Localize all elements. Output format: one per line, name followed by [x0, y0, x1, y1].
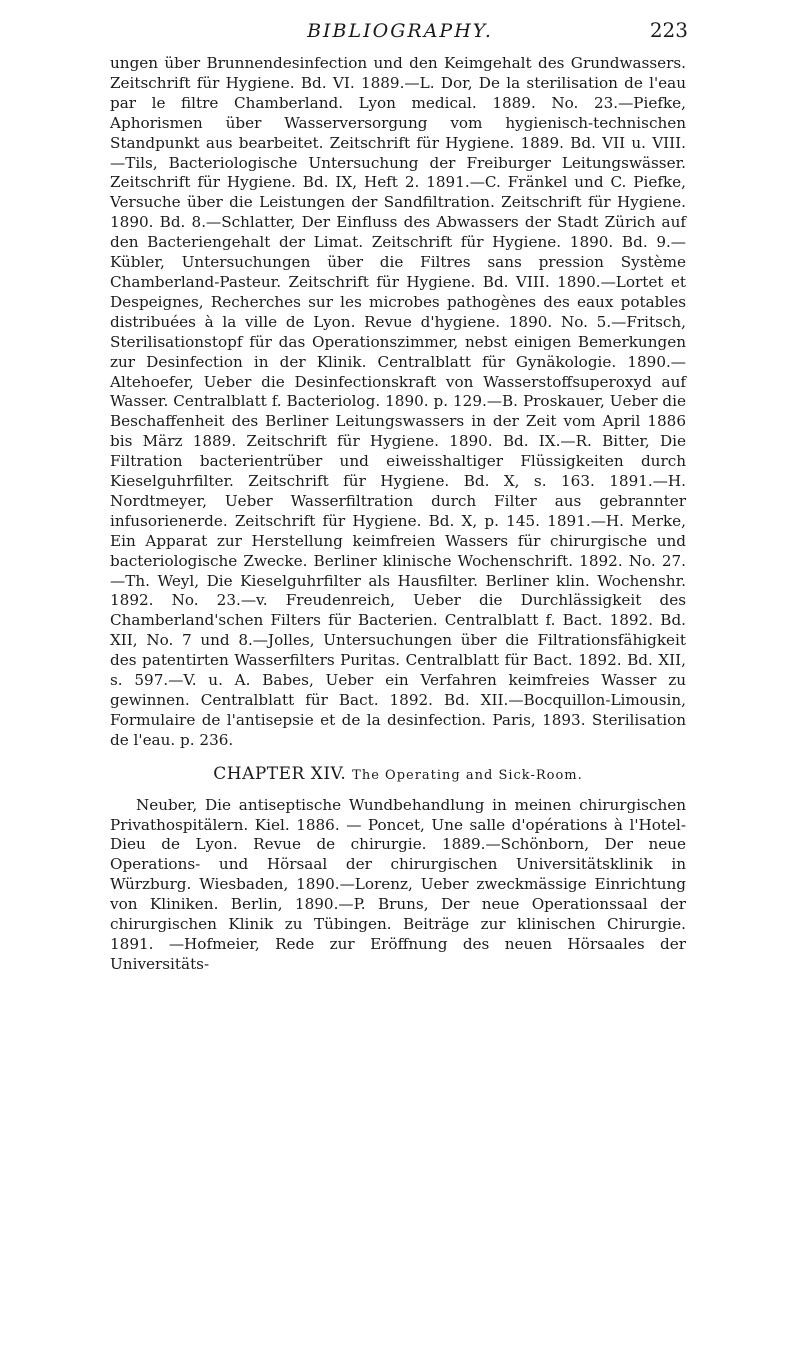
body-text — [110, 54, 686, 975]
bibliography-paragraph-1: ungen über Brunnendesinfection und den Keimgehalt des Grundwassers. Zeitschrift für Hygiene. Bd. VI. 1889.—L. Dor, De la sterilisation de l'eau par le filtre Chamberland. Lyon medical. 1889. No. 23.—Piefke, Aphorismen über Wasserversorgung vom hygienisch-technischen Standpunkt aus bearbeitet. Zeitschrift für Hygiene. 1889. Bd. VII u. VIII.—Tils, Bacteriologische Untersuchung der Freiburger Leitungswässer. Zeitschrift für Hygiene. Bd. IX, Heft 2. 1891.—C. Fränkel und C. Piefke, Versuche über die Leistungen der Sandfiltration. Zeitschrift für Hygiene. 1890. Bd. 8.—Schlatter, Der Einfluss des Abwassers der Stadt Zürich auf den Bacteriengehalt der Limat. Zeitschrift für Hygiene. 1890. Bd. 9.—Kübler, Untersuchungen über die Filtres sans pression Système Chamberland-Pasteur. Zeitschrift für Hygiene. Bd. VIII. 1890.—Lortet et Despeignes, Recherches sur les microbes pathogènes des eaux potables distribuées à la ville de Lyon. Revue d'hygiene. 1890. No. 5.—Fritsch, Sterilisationstopf für das Operationszimmer, nebst einigen Bemerkungen zur Desinfection in der Klinik. Centralblatt für Gynäkologie. 1890.—Altehoefer, Ueber die Desinfectionskraft von Wasserstoffsuperoxyd auf Wasser. Centralblatt f. Bacteriolog. 1890. p. 129.—B. Proskauer, Ueber die Beschaffenheit des Berliner Leitungswassers in der Zeit vom April 1886 bis März 1889. Zeitschrift für Hygiene. 1890. Bd. IX.—R. Bitter, Die Filtration bacterientrüber und eiweisshaltiger Flüssigkeiten durch Kieselguhrfilter. Zeitschrift für Hygiene. Bd. X, s. 163. 1891.—H. Nordtmeyer, Ueber Wasserfiltration durch Filter aus gebrannter infusorienerde. Zeitschrift für Hygiene. Bd. X, p. 145. 1891.—H. Merke, Ein Apparat zur Herstellung keimfreien Wassers für chirurgische und bacteriologische Zwecke. Berliner klinische Wochenschrift. 1892. No. 27.—Th. Weyl, Die Kieselguhrfilter als Hausfilter. Berliner klin. Wochenshr. 1892. No. 23.—v. Freudenreich, Ueber die Durchlässigkeit des Chamberland'schen Filters für Bacterien. Centralblatt f. Bact. 1892. Bd. XII, No. 7 und 8.—Jolles, Untersuchungen über die Filtrationsfähigkeit des patentirten Wasserfilters Puritas. Centralblatt für Bact. 1892. Bd. XII, s. 597.—V. u. A. Babes, Ueber ein Verfahren keimfreies Wasser zu gewinnen. Centralblatt für Bact. 1892. Bd. XII.—Bocquillon-Limousin, Formulaire de l'antisepsie et de la desinfection. Paris, 1893. Sterilisation de l'eau. p. 236. — [110, 54, 686, 749]
chapter-title: The Operating and Sick-Room. — [352, 767, 583, 783]
chapter-heading — [110, 765, 686, 786]
bibliography-paragraph-2: Neuber, Die antiseptische Wundbehandlung in meinen chirurgischen Privathospitälern. Kiel. 1886. — Poncet, Une salle d'opérations à l'Hotel-Dieu de Lyon. Revue de chirurgie. 1889.—Schönborn, Der neue Operations- und Hörsaal der chirurgischen Universitätsklinik in Würzburg. Wiesbaden, 1890.—Lorenz, Ueber zweckmässige Einrichtung von Kliniken. Berlin, 1890.—P. Bruns, Der neue Operationssaal der chirurgischen Klinik zu Tübingen. Beiträge zur klinischen Chirurgie. 1891. —Hofmeier, Rede zur Eröffnung des neuen Hörsaales der Universitäts- — [110, 795, 686, 973]
page-header — [0, 14, 800, 54]
chapter-label: CHAPTER XIV. — [213, 763, 347, 784]
page-number: 223 — [649, 18, 688, 42]
running-head: BIBLIOGRAPHY. — [307, 20, 493, 42]
